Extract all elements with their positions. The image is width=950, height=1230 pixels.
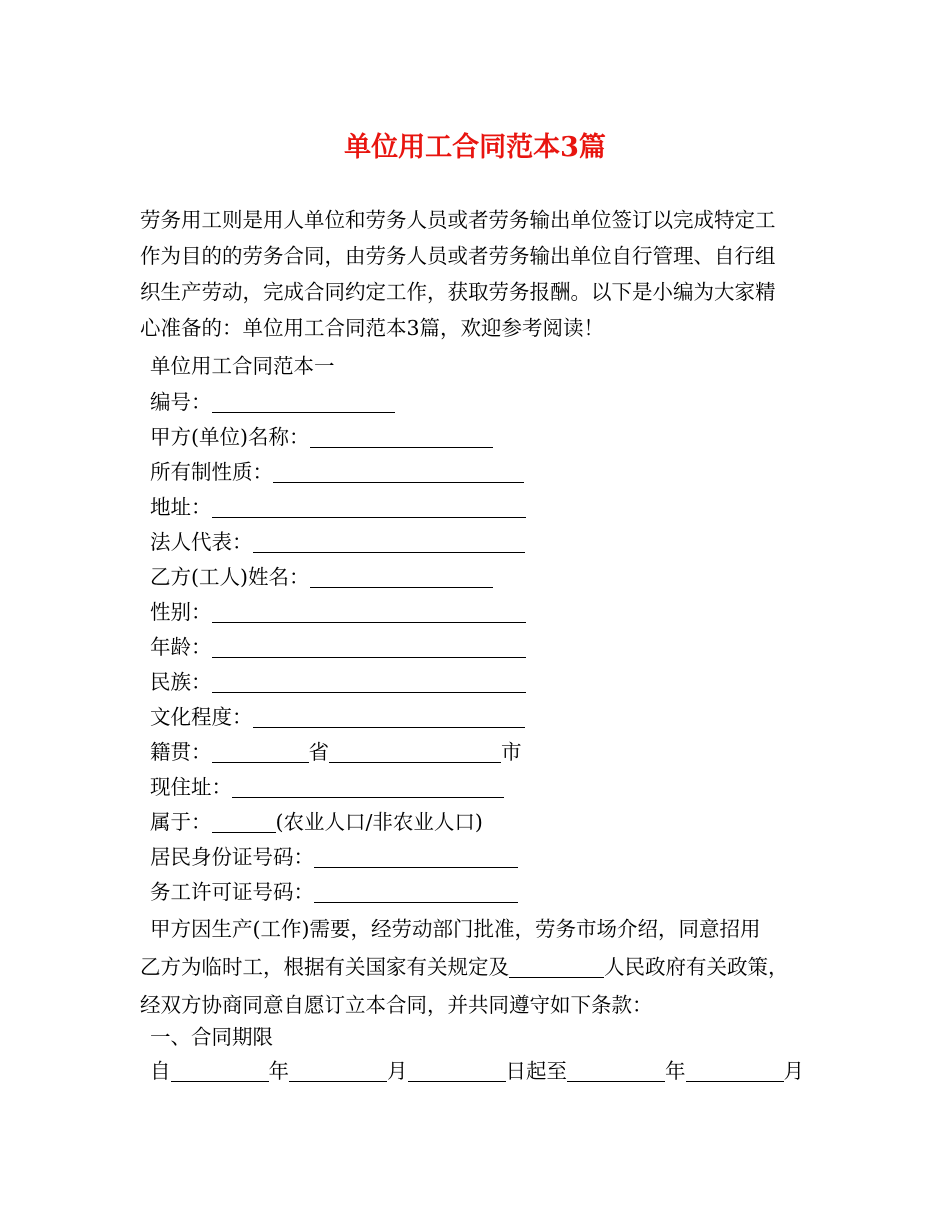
intro-line-2: 作为目的的劳务合同，由劳务人员或者劳务输出单位自行管理、自行组	[140, 244, 776, 268]
intro-line-1: 劳务用工则是用人单位和劳务人员或者劳务输出单位签订以完成特定工	[140, 208, 776, 232]
blank-line	[212, 670, 526, 693]
blank-line	[314, 845, 518, 868]
blank-line	[509, 955, 604, 978]
blank-line	[567, 1059, 665, 1082]
field-party-b-name	[150, 560, 493, 594]
blank-line	[686, 1059, 784, 1082]
field-age	[150, 630, 526, 664]
field-label: 乙方(工人)姓名：	[150, 565, 310, 589]
blank-line	[310, 425, 493, 448]
blank-line	[212, 390, 395, 413]
field-label: 现住址：	[150, 775, 232, 799]
field-work-permit	[150, 875, 518, 909]
city-label: 市	[501, 740, 522, 764]
month-label: 月	[387, 1059, 408, 1083]
field-party-a-name	[150, 420, 493, 454]
field-label: 性别：	[150, 600, 212, 624]
term-dates	[150, 1054, 804, 1088]
field-ethnicity	[150, 665, 526, 699]
field-label: 所有制性质：	[150, 460, 273, 484]
field-id-number	[150, 840, 518, 874]
blank-line	[273, 460, 524, 483]
blank-line	[212, 600, 526, 623]
intro-paragraph	[140, 202, 830, 346]
field-label: 法人代表：	[150, 530, 253, 554]
blank-line	[329, 740, 501, 763]
blank-line	[253, 530, 525, 553]
blank-line	[289, 1059, 387, 1082]
agreement-paragraph	[140, 910, 830, 1024]
agreement-line-3: 经双方协商同意自愿订立本合同，并共同遵守如下条款：	[140, 993, 653, 1017]
agreement-line-2	[140, 948, 830, 986]
field-address	[150, 490, 526, 524]
agreement-line-2-start: 乙方为临时工，根据有关国家有关规定及	[140, 955, 509, 979]
agreement-line-1: 甲方因生产(工作)需要，经劳动部门批准，劳务市场介绍，同意招用	[150, 917, 761, 941]
field-label: 文化程度：	[150, 705, 253, 729]
field-belongs-to	[150, 805, 483, 839]
field-label: 属于：	[150, 810, 212, 834]
field-label: 年龄：	[150, 635, 212, 659]
intro-line-3: 织生产劳动，完成合同约定工作，获取劳务报酬。以下是小编为大家精	[140, 280, 776, 304]
year2-label: 年	[665, 1059, 686, 1083]
field-label: 民族：	[150, 670, 212, 694]
province-label: 省	[308, 740, 329, 764]
day-start-label: 日起至	[505, 1059, 567, 1083]
field-label: 甲方(单位)名称：	[150, 425, 310, 449]
month2-label: 月	[783, 1059, 804, 1083]
field-label: 居民身份证号码：	[150, 845, 314, 869]
field-current-address	[150, 770, 504, 804]
field-number	[150, 385, 395, 419]
document-title: 单位用工合同范本3篇	[344, 132, 606, 163]
blank-line	[212, 740, 309, 763]
blank-line	[253, 705, 525, 728]
blank-line	[408, 1059, 506, 1082]
field-label: 籍贯：	[150, 740, 212, 764]
field-label: 务工许可证号码：	[150, 880, 314, 904]
field-legal-rep	[150, 525, 525, 559]
field-native-place	[150, 735, 522, 769]
blank-line	[212, 635, 526, 658]
belongs-to-options: (农业人口/非农业人口)	[275, 810, 483, 834]
blank-line	[212, 495, 526, 518]
blank-line	[212, 810, 276, 833]
field-label: 编号：	[150, 390, 212, 414]
intro-line-4: 心准备的：单位用工合同范本3篇，欢迎参考阅读！	[140, 316, 605, 340]
term-heading: 一、合同期限	[150, 1025, 273, 1049]
from-label: 自	[150, 1059, 171, 1083]
agreement-line-2-end: 人民政府有关政策，	[604, 955, 789, 979]
blank-line	[171, 1059, 269, 1082]
field-gender	[150, 595, 526, 629]
blank-line	[232, 775, 504, 798]
field-label: 地址：	[150, 495, 212, 519]
section-title: 单位用工合同范本一	[150, 354, 335, 378]
blank-line	[314, 880, 518, 903]
field-education	[150, 700, 525, 734]
year-label: 年	[268, 1059, 289, 1083]
blank-line	[310, 565, 493, 588]
field-ownership	[150, 455, 524, 489]
